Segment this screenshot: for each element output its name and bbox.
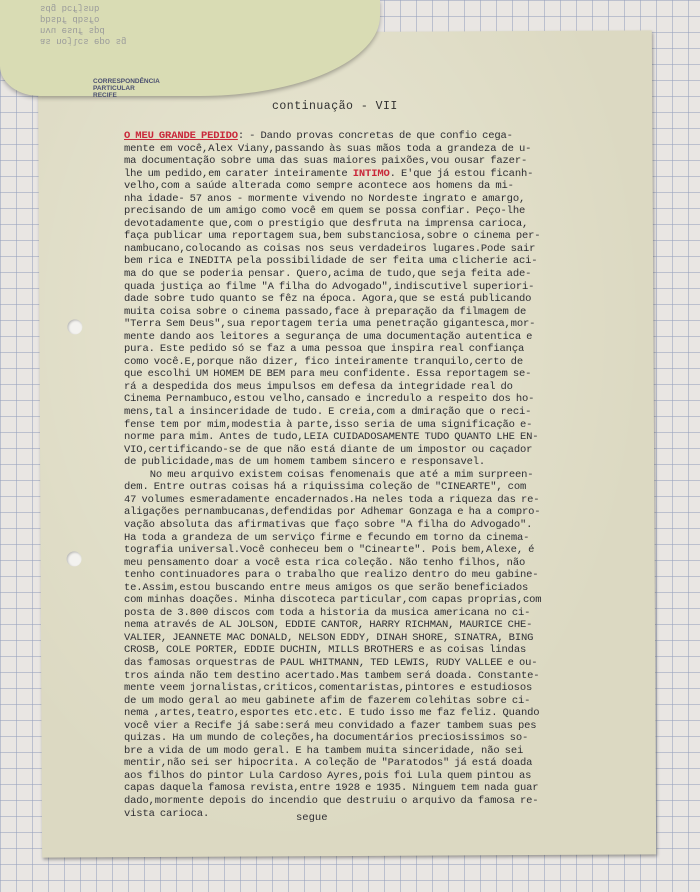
bleed-through-text: as nojlcs epo sg nvu esuf spd pbsbf dbsfo sdg bcfjsnb — [40, 3, 127, 46]
text-line: mens,tal a insinceridade de tudo. E creia,com a dmiração que o reci- — [124, 406, 532, 419]
text-line: tografia universal.Você conheceu bem o "Cinearte". Pois bem,Alexe, é — [124, 544, 535, 557]
text-line: faça publicar uma reportagem sua,bem substanciosa,sobre o cinema per- — [124, 230, 541, 243]
text-line: Ha toda a grandeza de um serviço firme e fecundo em torno da cinema- — [124, 531, 530, 544]
text-line: rá a despedida dos meus impulsos em defesa da integridade real do — [124, 380, 513, 393]
text-line: precisando de um amigo como você em quem se possa confiar. Peço-lhe — [124, 205, 526, 218]
text-line: lhe um pedido,em carater inteiramente INTIMO. E'que já estou ficanh- — [124, 167, 534, 180]
text-line: norme para mim. Antes de tudo,LEIA CUIDADOSAMENTE TUDO QUANTO LHE EN- — [124, 431, 539, 444]
text-line: muita coisa sobre o cinema passado,face à preparação da filmagem de — [124, 305, 527, 318]
text-line: ma do que se poderia pensar. Quero,acima de tudo,que seja feita ade- — [124, 268, 532, 281]
continuation-note: segue — [296, 812, 328, 824]
text-line: aligações pernambucanas,defendidas por Adhemar Gonzaga e ha a compro- — [124, 506, 541, 519]
text-line: VALIER, JEANNETE MAC DONALD, NELSON EDDY, DINAH SHORE, SINATRA, BING — [124, 631, 534, 644]
text-line: dem. Entre outras coisas há a riquissima coleção de "CINEARTE", com — [124, 481, 527, 494]
text-line: dado,mormente depois do incendio que destruiu o arquivo da famosa re- — [124, 794, 539, 807]
text-line: nambucano,colocando as coisas nos seus verdadeiros lugares.Pode sair — [124, 242, 536, 255]
stamp-line-2: PARTICULAR — [93, 85, 135, 92]
text-line: velho,com a saúde alterada como sempre acontece aos homens da mi- — [124, 180, 514, 193]
text-line: vista carioca. — [124, 807, 210, 820]
text-line: aos filhos do pintor Lula Cardoso Ayres,pois foi Lula quem pintou as — [124, 769, 532, 782]
text-line: meu pensamento doar a você esta rica coleção. Não tenho filhos, não — [124, 556, 526, 569]
text-line: VIO,certificando-se de que não está diante de um impostor ou caçador — [124, 443, 533, 456]
intimo-highlight: INTIMO — [352, 167, 390, 180]
paragraph-archive — [124, 469, 644, 820]
text-line: fense tem por mim,modestia à parte,isso seria de uma significação e- — [124, 418, 533, 431]
text-line: de publicidade,mas de um homem tambem sincero e responsavel. — [124, 456, 486, 469]
text-line: tros ainda não tem destino acertado.Mas tambem será doada. Constante- — [124, 669, 540, 682]
text-line: No meu arquivo existem coisas fenomenais que até a mim surpreen- — [124, 468, 534, 481]
text-line: como você.E,porque não dizer, fico inteiramente tranquilo,certo de — [124, 355, 523, 368]
text-line: Cinema Pernambuco,estou velho,cansado e incredulo a respeito dos ho- — [124, 393, 535, 406]
text-line: bre a vida de um modo geral. E ha tambem muita sinceridade, não sei — [124, 744, 524, 757]
text-line: de um modo geral ao meu gabinete afim de fazerem colehitas sobre ci- — [124, 694, 531, 707]
text-line: vação absoluta das afirmativas que faço sobre "A filha do Advogado". — [124, 518, 533, 531]
text-line: tenho continuadores para o trabalho que realizo dentro do meu gabine- — [124, 569, 539, 582]
letter-body — [124, 130, 644, 820]
text-line: mente dando aos leitores a segurança de uma documentação autentica e — [124, 330, 533, 343]
text-line: pura. Este pedido só se faz a uma pessoa que inspira real confiança — [124, 343, 525, 356]
text-line: capas daquela famosa revista,entre 1928 e 1935. Ninguem tem nada guar — [124, 782, 539, 795]
punch-hole-lower — [67, 551, 82, 566]
text-line: mente em você,Alex Viany,passando às suas mãos toda a grandeza de u- — [124, 142, 532, 155]
text-line: te.Assim,estou buscando entre meus amigos os que serão beneficiados — [124, 581, 529, 594]
stamp-line-3: RECIFE — [93, 92, 117, 99]
text-line: bem rica e INEDITA pela possibilidade de ser feita uma clicherie aci- — [124, 255, 538, 268]
text-line: CROSB, COLE PORTER, EDDIE DUCHIN, MILLS BROTHERS e as coisas lindas — [124, 644, 527, 657]
text-line: nema através de AL JOLSON, EDDIE CANTOR, HARRY RICHMAN, MAURICE CHE- — [124, 619, 533, 632]
letterhead-stamp — [93, 78, 173, 99]
text-line: você vier a Recife já sabe:será meu convidado a fazer tambem suas pes — [124, 719, 537, 732]
stamp-line-1: CORRESPONDÊNCIA — [93, 78, 160, 85]
text-line: ma documentação sobre uma das suas maiores paixões,vou ousar fazer- — [124, 155, 528, 168]
text-line: posta de 3.800 discos com toda a historia da musica americana no ci- — [124, 606, 531, 619]
request-heading: O MEU GRANDE PEDIDO — [124, 130, 238, 142]
text-line: dade sobre tudo quanto se fêz na época. Agora,que se está publicando — [124, 293, 532, 306]
text-line: nema ,artes,teatro,esportes etc.etc. E tudo isso me faz feliz. Quando — [124, 707, 540, 720]
paragraph-request — [124, 130, 644, 469]
page-header: continuação - VII — [272, 100, 398, 113]
text-line: 47 volumes esmeradamente encadernados.Ha neles toda a riqueza das re- — [124, 493, 540, 506]
text-line: que escolhi UM HOMEM DE BEM para meu confidente. Essa reportagem se- — [124, 368, 532, 381]
text-line: das famosas orquestras de PAUL WHITMANN, TED LEWIS, RUDY VALLEE e ou- — [124, 656, 538, 669]
text-line: quizas. Ha um mundo de coleções,ha documentários preciosissimos so- — [124, 732, 529, 745]
text-line: com minhas doações. Minha discoteca particular,com capas proprias,com — [124, 594, 542, 607]
text-line: mentir,não sei ser hipocrita. A coleção de "Paratodos" já está doada — [124, 757, 533, 770]
text-line: O MEU GRANDE PEDIDO: - Dando provas concretas de que confio cega- — [124, 130, 513, 142]
text-line: devotadamente que,com o prestigio que desfruta na imprensa carioca, — [124, 217, 529, 230]
text-line: nha idade- 57 anos - mormente vivendo no Nordeste ingrato e amargo, — [124, 192, 526, 205]
text-line: "Terra Sem Deus",sua reportagem teria uma penetração gigantesca,mor- — [124, 318, 536, 331]
text-line: mente veem jornalistas,criticos,comentaristas,pintores e estudiosos — [124, 682, 533, 695]
text-line: quada justiça ao filme "A filha do Advogado",indiscutivel superiori- — [124, 280, 535, 293]
punch-hole-upper — [67, 319, 82, 334]
